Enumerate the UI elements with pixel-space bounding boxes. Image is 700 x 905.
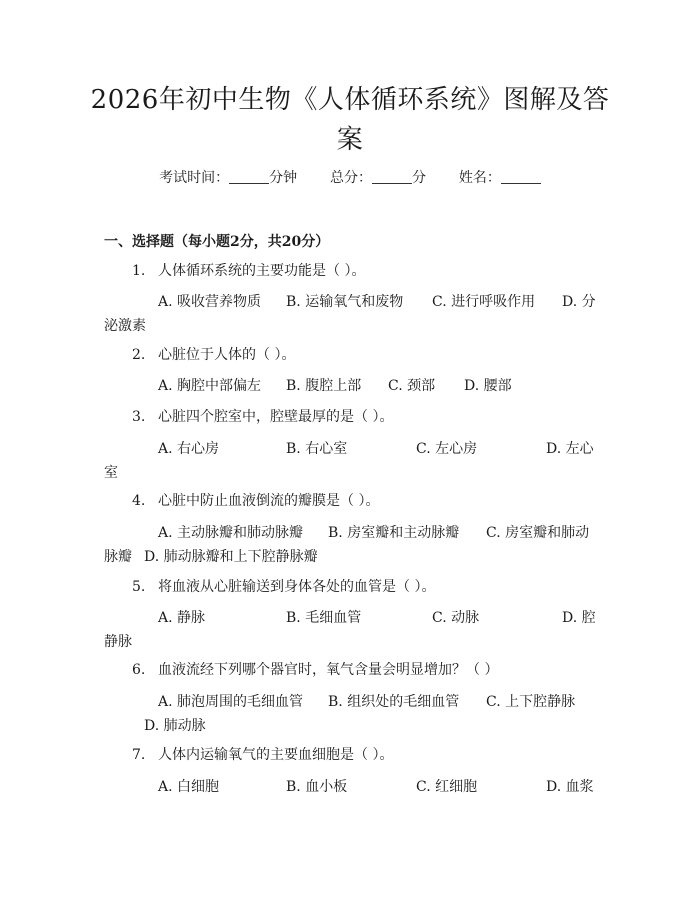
option-d: D. 血浆	[546, 779, 594, 795]
option-a: A. 胸腔中部偏左	[158, 378, 262, 394]
options-1	[104, 290, 600, 338]
option-b: B. 腹腔上部	[286, 378, 362, 394]
question-number: 7.	[132, 747, 146, 763]
score-blank	[372, 169, 412, 184]
option-c: C. 房室瓣和肺动脉瓣	[104, 525, 590, 565]
exam-meta	[0, 168, 700, 188]
time-unit: 分钟	[269, 170, 298, 186]
option-d: D. 肺动脉瓣和上下腔静脉瓣	[144, 549, 318, 565]
options-4	[104, 521, 600, 569]
question-1	[132, 261, 365, 281]
question-2	[132, 345, 295, 365]
score-unit: 分	[412, 170, 426, 186]
options-6	[104, 690, 600, 738]
time-blank	[229, 169, 269, 184]
option-a: A. 吸收营养物质	[158, 294, 262, 310]
option-c: C. 动脉	[432, 610, 480, 626]
name-blank	[501, 169, 541, 184]
option-d: D. 腔静脉	[104, 610, 596, 650]
option-d: D. 分泌激素	[104, 294, 596, 334]
question-text: 心脏中防止血液倒流的瓣膜是（ ）。	[158, 493, 380, 509]
question-text: 人体循环系统的主要功能是（ ）。	[158, 263, 366, 279]
question-number: 3.	[132, 409, 146, 425]
question-5	[132, 577, 435, 597]
question-text: 人体内运输氧气的主要血细胞是（ ）。	[158, 747, 394, 763]
option-c: C. 进行呼吸作用	[432, 294, 536, 310]
question-7	[132, 745, 393, 765]
option-a: A. 主动脉瓣和肺动脉瓣	[158, 525, 304, 541]
option-b: B. 右心室	[286, 441, 348, 457]
question-3	[132, 407, 393, 427]
question-text: 血液流经下列哪个器官时，氧气含量会明显增加？（ ）	[158, 662, 499, 678]
options-3	[104, 437, 600, 485]
name-label: 姓名：	[458, 170, 501, 186]
option-a: A. 白细胞	[158, 779, 220, 795]
option-b: B. 组织处的毛细血管	[328, 694, 460, 710]
question-6	[132, 660, 498, 680]
option-c: C. 颈部	[388, 378, 436, 394]
option-c: C. 上下腔静脉	[486, 694, 576, 710]
question-number: 4.	[132, 493, 146, 509]
question-text: 心脏位于人体的（ ）。	[158, 347, 296, 363]
option-a: A. 肺泡周围的毛细血管	[158, 694, 304, 710]
option-b: B. 毛细血管	[286, 610, 362, 626]
question-number: 1.	[132, 263, 146, 279]
question-number: 5.	[132, 579, 146, 595]
question-4	[132, 491, 379, 511]
option-b: B. 房室瓣和主动脉瓣	[328, 525, 460, 541]
option-d: D. 肺动脉	[144, 718, 206, 734]
option-d: D. 左心室	[104, 441, 594, 481]
option-c: C. 红细胞	[416, 779, 478, 795]
document-title: 2026年初中生物《人体循环系统》图解及答案	[90, 85, 610, 155]
option-a: A. 静脉	[158, 610, 206, 626]
question-text: 心脏四个腔室中，腔壁最厚的是（ ）。	[158, 409, 394, 425]
options-2	[104, 374, 600, 398]
section-title: 一、选择题（每小题2分，共20分）	[104, 234, 330, 250]
option-b: B. 运输氧气和废物	[286, 294, 404, 310]
option-c: C. 左心房	[416, 441, 478, 457]
option-d: D. 腰部	[464, 378, 512, 394]
options-5	[104, 606, 600, 654]
question-text: 将血液从心脏输送到身体各处的血管是（ ）。	[158, 579, 436, 595]
score-label: 总分：	[330, 170, 372, 186]
question-number: 2.	[132, 347, 146, 363]
time-label: 考试时间：	[159, 170, 230, 186]
question-number: 6.	[132, 662, 146, 678]
option-a: A. 右心房	[158, 441, 220, 457]
options-7	[104, 775, 600, 799]
option-b: B. 血小板	[286, 779, 348, 795]
